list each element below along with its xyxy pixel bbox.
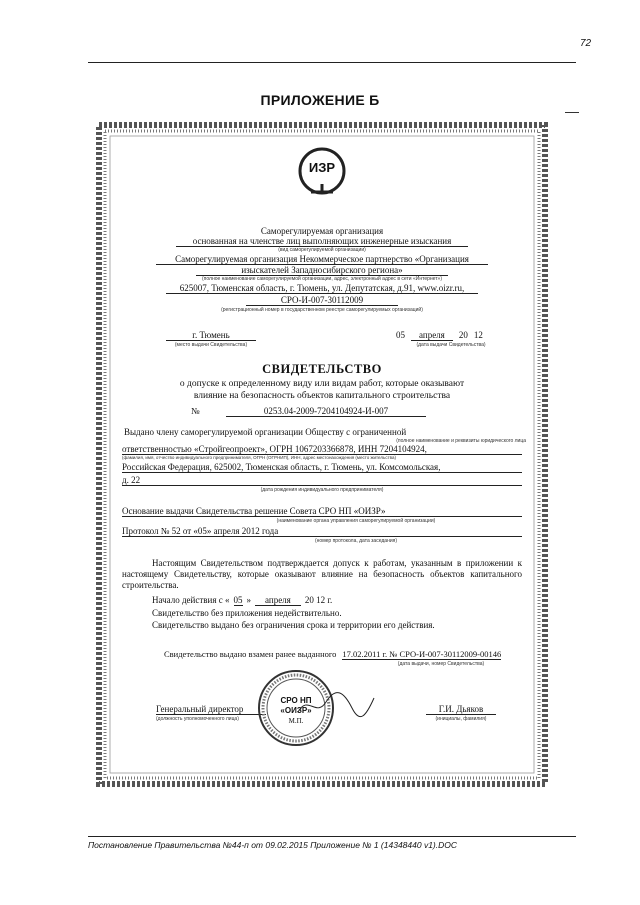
- org-address: 625007, Тюменская область, г. Тюмень, ул. Депутатская, д.91, www.oizr.ru,: [166, 283, 478, 294]
- signer-name: Г.И. Дьяков: [426, 704, 496, 715]
- date-year-prefix: 20: [458, 330, 468, 340]
- issued-line4: д. 22: [122, 475, 522, 486]
- signer-role-caption: (должность уполномоченного лица): [156, 716, 239, 722]
- issued-line3: Российская Федерация, 625002, Тюменская область, г. Тюмень, ул. Комсомольская,: [122, 462, 522, 473]
- body-paragraph: Настоящим Свидетельством подтверждается допуск к работам, указанным в приложении к настоящему Свидетельству, которые оказывают влияние на безопасность объектов капитального строительства.: [122, 558, 522, 590]
- certificate-sub1: о допуске к определенному виду или видам работ, которые оказывают: [179, 379, 465, 389]
- signer-name-caption: (инициалы, фамилия): [435, 716, 487, 722]
- signature-scribble: [296, 690, 376, 720]
- start-year: 20 12 г.: [304, 595, 333, 605]
- issued-line1: Выдано члену саморегулируемой организации Обществу с ограниченной: [124, 427, 407, 437]
- certificate-number: 0253.04-2009-7204104924-И-007: [226, 406, 426, 417]
- header-rule: [88, 62, 576, 63]
- issue-date: [396, 330, 506, 341]
- basis-caption2: (номер протокола, дата заседания): [314, 538, 398, 544]
- replace-label: Свидетельство выдано взамен ранее выданного: [164, 649, 337, 659]
- org-caption1: (вид саморегулируемой организации): [278, 247, 366, 253]
- certificate-frame: [96, 122, 548, 787]
- signer-role: Генеральный директор: [156, 704, 266, 715]
- basis-line1: Основание выдачи Свидетельства решение Совета СРО НП «ОИЗР»: [122, 506, 522, 517]
- seal-bottom-text: М.П.: [288, 717, 304, 725]
- org-caption2: (полное наименование саморегулируемой организации, адрес, электронный адрес в сети «Интернет»): [201, 276, 442, 282]
- number-sign: №: [191, 406, 200, 416]
- date-day: 05: [396, 330, 405, 340]
- issued-line2: ответственностью «Стройгеопроект», ОГРН 1067203366878, ИНН 7204104924,: [122, 444, 522, 455]
- date-caption: (дата выдачи Свидетельства): [416, 342, 486, 348]
- org-caption3: (регистрационный номер в государственном реестре саморегулируемых организаций): [221, 307, 423, 313]
- valid-line1: Свидетельство без приложения недействительно.: [152, 608, 342, 618]
- logo-text: ИЗР: [308, 160, 336, 175]
- date-year: 12: [473, 330, 483, 340]
- org-line1: Саморегулируемая организация: [260, 226, 384, 236]
- certificate-sub2: влияние на безопасность объектов капитального строительства: [193, 391, 451, 401]
- date-month: апреля: [411, 330, 453, 341]
- city-caption: (место выдачи Свидетельства): [174, 342, 248, 348]
- org-name1: Саморегулируемая организация Некоммерческое партнерство «Организация: [156, 254, 488, 265]
- issue-city: г. Тюмень: [166, 330, 256, 341]
- start-label: Начало действия с «: [152, 595, 230, 605]
- issued-caption3: (дата рождения индивидуального предпринимателя): [260, 487, 384, 493]
- replace-caption: (дата выдачи, номер Свидетельства): [397, 661, 485, 667]
- basis-line2: Протокол № 52 от «05» апреля 2012 года: [122, 526, 522, 537]
- footer-rule: [88, 836, 576, 837]
- page-number: 72: [580, 38, 592, 49]
- seal-top-text: СРО НП: [280, 696, 312, 705]
- org-name2: изыскателей Западносибирского региона»: [196, 265, 448, 276]
- margin-dash: [565, 112, 579, 113]
- issued-caption2: (фамилия, имя, отчество индивидуального предпринимателя, ОГРН (ОГРНИП), ИНН, адрес местонахождения (место жительства): [122, 455, 397, 460]
- start-date-line: Начало действия с « 05 » апреля 20 12 г.: [152, 595, 333, 605]
- footer-text: Постановление Правительства №44-п от 09.02.2015 Приложение № 1 (14348440 v1).DOC: [88, 840, 458, 850]
- start-month: апреля: [255, 595, 301, 606]
- certificate-heading: СВИДЕТЕЛЬСТВО: [262, 362, 382, 376]
- basis-caption1: (наименование органа управления саморегулируемой организации): [276, 518, 436, 524]
- valid-line2: Свидетельство выдано без ограничения срока и территории его действия.: [152, 620, 435, 630]
- issued-caption1: (полное наименование и реквизиты юридического лица: [396, 438, 526, 444]
- replace-line: [164, 649, 534, 660]
- replace-value: 17.02.2011 г. № СРО-И-007-30112009-00146: [342, 649, 502, 659]
- org-line2: основанная на членстве лиц выполняющих инженерные изыскания: [176, 236, 468, 247]
- start-day: 05: [233, 595, 243, 605]
- seal-mid-text: «ОИЗР»: [280, 706, 312, 715]
- org-reg-number: СРО-И-007-30112009: [246, 295, 398, 306]
- appendix-title: ПРИЛОЖЕНИЕ Б: [260, 92, 380, 108]
